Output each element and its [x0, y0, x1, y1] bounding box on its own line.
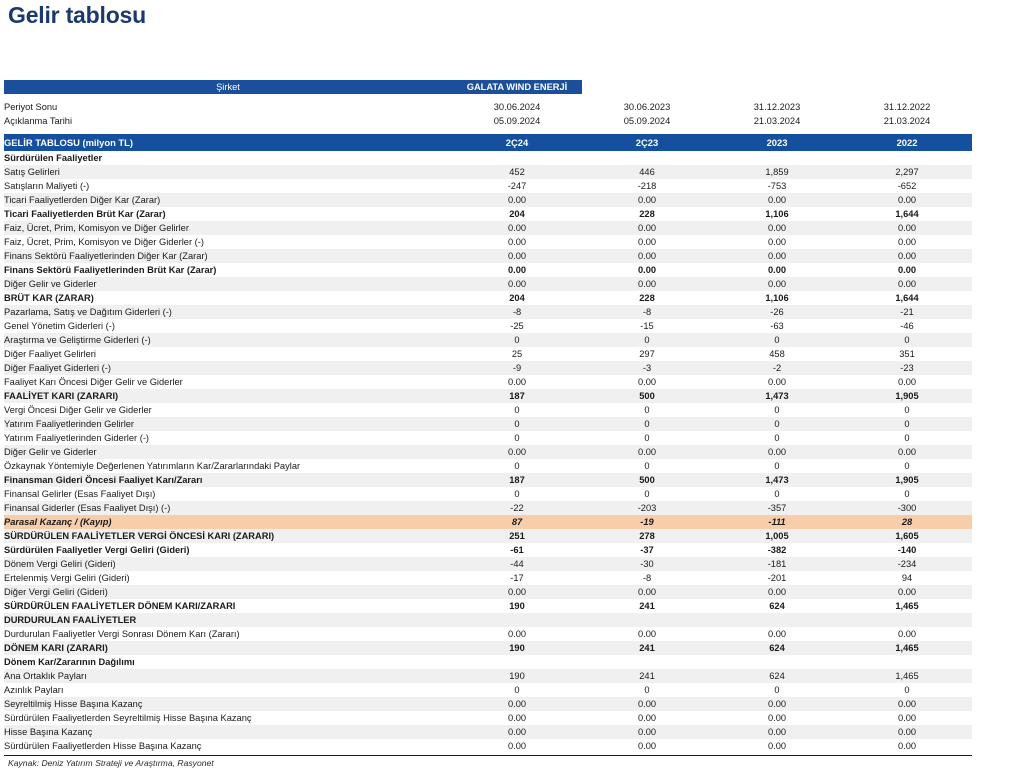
table-row: [4, 501, 972, 515]
row-value: 241: [582, 641, 712, 655]
row-label: Araştırma ve Geliştirme Giderleri (-): [4, 333, 452, 347]
row-value: 0: [842, 683, 972, 697]
row-value: 0: [842, 403, 972, 417]
table-row: [4, 711, 972, 725]
row-value: 1,106: [712, 207, 842, 221]
row-value: 2,297: [842, 165, 972, 179]
row-value: 1,465: [842, 641, 972, 655]
row-value: 0: [452, 431, 582, 445]
header-blank-cell: [842, 80, 972, 94]
row-value: 228: [582, 207, 712, 221]
table-row: [4, 529, 972, 543]
row-value: 0: [842, 333, 972, 347]
row-label: Satış Gelirleri: [4, 165, 452, 179]
row-value: [452, 613, 582, 627]
row-value: -8: [452, 305, 582, 319]
row-value: 0: [582, 487, 712, 501]
row-value: 0: [582, 403, 712, 417]
row-value: -21: [842, 305, 972, 319]
row-label: Dönem Kar/Zararının Dağılımı: [4, 655, 452, 669]
header-blank-cell: [582, 80, 712, 94]
row-value: 0.00: [582, 445, 712, 459]
row-value: 0.00: [712, 585, 842, 599]
row-value: [842, 151, 972, 165]
row-value: 0.00: [582, 221, 712, 235]
row-label: Ertelenmiş Vergi Geliri (Gideri): [4, 571, 452, 585]
row-value: 1,005: [712, 529, 842, 543]
table-row: [4, 249, 972, 263]
row-label: DÖNEM KARI (ZARARI): [4, 641, 452, 655]
row-value: 0.00: [582, 627, 712, 641]
row-value: 1,644: [842, 291, 972, 305]
row-value: [712, 613, 842, 627]
row-value: 94: [842, 571, 972, 585]
table-row: [4, 459, 972, 473]
company-column-label: Şirket: [4, 80, 452, 94]
row-value: 87: [452, 515, 582, 529]
meta-row-label: Periyot Sonu: [4, 100, 452, 114]
row-value: 0: [712, 403, 842, 417]
row-value: 0.00: [842, 193, 972, 207]
row-value: -23: [842, 361, 972, 375]
row-value: 0: [452, 487, 582, 501]
row-value: -300: [842, 501, 972, 515]
row-value: 0.00: [452, 193, 582, 207]
row-value: -17: [452, 571, 582, 585]
row-value: -111: [712, 515, 842, 529]
row-value: 190: [452, 669, 582, 683]
table-row: [4, 697, 972, 711]
row-value: 0.00: [452, 627, 582, 641]
row-value: 1,905: [842, 389, 972, 403]
row-value: 624: [712, 669, 842, 683]
row-value: 0: [452, 333, 582, 347]
section-header-row: [4, 134, 972, 151]
row-value: [452, 151, 582, 165]
table-row: [4, 375, 972, 389]
period-column-header[interactable]: 2022: [842, 134, 972, 151]
row-label: Diğer Gelir ve Giderler: [4, 445, 452, 459]
row-label: Pazarlama, Satış ve Dağıtım Giderleri (-): [4, 305, 452, 319]
row-value: 0.00: [582, 739, 712, 753]
table-row: [4, 291, 972, 305]
row-value: -181: [712, 557, 842, 571]
row-value: -25: [452, 319, 582, 333]
meta-row-value: 30.06.2024: [452, 100, 582, 114]
company-name: GALATA WIND ENERJİ: [452, 80, 582, 94]
row-label: Sürdürülen Faaliyetlerden Seyreltilmiş Hisse Başına Kazanç: [4, 711, 452, 725]
row-value: 28: [842, 515, 972, 529]
row-value: -30: [582, 557, 712, 571]
row-value: -2: [712, 361, 842, 375]
row-value: 0.00: [582, 725, 712, 739]
row-value: [452, 655, 582, 669]
row-value: 0.00: [712, 711, 842, 725]
row-value: 0.00: [582, 711, 712, 725]
meta-row: [4, 100, 972, 114]
row-value: 0.00: [842, 221, 972, 235]
row-label: Faiz, Ücret, Prim, Komisyon ve Diğer Giderler (-): [4, 235, 452, 249]
row-value: 0: [452, 683, 582, 697]
table-row: [4, 389, 972, 403]
row-value: 228: [582, 291, 712, 305]
table-row: [4, 557, 972, 571]
meta-row-value: 05.09.2024: [452, 114, 582, 128]
row-label: Sürdürülen Faaliyetler: [4, 151, 452, 165]
table-row: [4, 179, 972, 193]
row-value: -8: [582, 571, 712, 585]
row-value: -234: [842, 557, 972, 571]
row-value: 0.00: [582, 249, 712, 263]
row-value: 190: [452, 641, 582, 655]
row-value: 1,605: [842, 529, 972, 543]
row-value: 0: [842, 459, 972, 473]
table-row: [4, 277, 972, 291]
row-label: Finansal Giderler (Esas Faaliyet Dışı) (-): [4, 501, 452, 515]
row-value: 0: [712, 431, 842, 445]
row-label: Ticari Faaliyetlerden Diğer Kar (Zarar): [4, 193, 452, 207]
table-row: [4, 487, 972, 501]
row-value: 0: [582, 417, 712, 431]
row-value: 0: [712, 459, 842, 473]
table-row: [4, 543, 972, 557]
row-value: 1,473: [712, 473, 842, 487]
row-value: 1,465: [842, 669, 972, 683]
row-value: 0.00: [452, 697, 582, 711]
row-label: Ana Ortaklık Payları: [4, 669, 452, 683]
row-value: -9: [452, 361, 582, 375]
row-value: 0.00: [842, 445, 972, 459]
source-note: Kaynak: Deniz Yatırım Strateji ve Araştırma, Rasyonet: [8, 758, 214, 768]
row-value: 0.00: [842, 739, 972, 753]
meta-row-label: Açıklanma Tarihi: [4, 114, 452, 128]
period-column-header[interactable]: 2Ç24: [452, 134, 582, 151]
meta-row: [4, 114, 972, 128]
row-value: 297: [582, 347, 712, 361]
row-label: Diğer Faaliyet Gelirleri: [4, 347, 452, 361]
row-value: -218: [582, 179, 712, 193]
row-value: 0: [582, 459, 712, 473]
table-row: [4, 207, 972, 221]
row-value: -8: [582, 305, 712, 319]
row-value: -247: [452, 179, 582, 193]
row-value: 0.00: [842, 249, 972, 263]
row-value: -753: [712, 179, 842, 193]
row-label: DURDURULAN FAALİYETLER: [4, 613, 452, 627]
row-label: Faiz, Ücret, Prim, Komisyon ve Diğer Gelirler: [4, 221, 452, 235]
row-value: [582, 151, 712, 165]
row-value: 0.00: [842, 235, 972, 249]
row-label: Finansman Gideri Öncesi Faaliyet Karı/Zararı: [4, 473, 452, 487]
row-value: 187: [452, 389, 582, 403]
row-value: -19: [582, 515, 712, 529]
row-value: 0: [452, 459, 582, 473]
row-value: 0.00: [712, 263, 842, 277]
row-label: Dönem Vergi Geliri (Gideri): [4, 557, 452, 571]
row-value: 0.00: [712, 375, 842, 389]
row-value: 0.00: [582, 263, 712, 277]
row-value: 1,473: [712, 389, 842, 403]
row-value: 0: [452, 417, 582, 431]
row-value: 446: [582, 165, 712, 179]
table-row: [4, 613, 972, 627]
income-statement-table: [4, 80, 972, 753]
row-value: -15: [582, 319, 712, 333]
table-row: [4, 221, 972, 235]
table-row: [4, 305, 972, 319]
row-value: 278: [582, 529, 712, 543]
table-row: [4, 403, 972, 417]
row-value: 0.00: [582, 375, 712, 389]
row-label: SÜRDÜRÜLEN FAALİYETLER DÖNEM KARI/ZARARI: [4, 599, 452, 613]
row-value: 0.00: [582, 235, 712, 249]
row-value: 0.00: [452, 725, 582, 739]
row-label: Özkaynak Yöntemiyle Değerlenen Yatırımların Kar/Zararlarındaki Paylar: [4, 459, 452, 473]
income-statement-table-wrapper: [4, 80, 972, 753]
row-value: 0.00: [712, 221, 842, 235]
row-label: Finans Sektörü Faaliyetlerinden Diğer Kar (Zarar): [4, 249, 452, 263]
table-row: [4, 683, 972, 697]
row-value: 0.00: [712, 697, 842, 711]
row-value: -3: [582, 361, 712, 375]
table-row: [4, 599, 972, 613]
table-row: [4, 165, 972, 179]
row-value: [712, 655, 842, 669]
row-value: -37: [582, 543, 712, 557]
row-value: -382: [712, 543, 842, 557]
row-value: 0: [582, 431, 712, 445]
row-label: Diğer Faaliyet Giderleri (-): [4, 361, 452, 375]
row-value: -140: [842, 543, 972, 557]
row-label: Parasal Kazanç / (Kayıp): [4, 515, 452, 529]
table-row: [4, 669, 972, 683]
row-value: -63: [712, 319, 842, 333]
table-row: [4, 417, 972, 431]
meta-row-value: 21.03.2024: [712, 114, 842, 128]
row-value: 0: [842, 431, 972, 445]
header-blank-cell: [712, 80, 842, 94]
row-value: 241: [582, 669, 712, 683]
row-label: Finansal Gelirler (Esas Faaliyet Dışı): [4, 487, 452, 501]
row-value: 1,905: [842, 473, 972, 487]
table-row: [4, 585, 972, 599]
row-label: Satışların Maliyeti (-): [4, 179, 452, 193]
row-label: Diğer Vergi Geliri (Gideri): [4, 585, 452, 599]
row-label: Sürdürülen Faaliyetlerden Hisse Başına Kazanç: [4, 739, 452, 753]
row-value: 0.00: [712, 445, 842, 459]
table-row: [4, 473, 972, 487]
period-column-header[interactable]: 2Ç23: [582, 134, 712, 151]
row-label: Genel Yönetim Giderleri (-): [4, 319, 452, 333]
row-value: 500: [582, 389, 712, 403]
table-row: [4, 361, 972, 375]
row-value: 0.00: [712, 235, 842, 249]
row-label: Hisse Başına Kazanç: [4, 725, 452, 739]
row-value: 0.00: [452, 249, 582, 263]
row-value: [712, 151, 842, 165]
row-value: 0.00: [582, 585, 712, 599]
row-value: -201: [712, 571, 842, 585]
row-label: Ticari Faaliyetlerden Brüt Kar (Zarar): [4, 207, 452, 221]
table-row: [4, 641, 972, 655]
row-value: 0.00: [582, 697, 712, 711]
row-value: 0.00: [452, 375, 582, 389]
meta-row-value: 21.03.2024: [842, 114, 972, 128]
row-value: -44: [452, 557, 582, 571]
row-value: 0: [712, 683, 842, 697]
row-value: 0.00: [452, 221, 582, 235]
meta-row-value: 05.09.2024: [582, 114, 712, 128]
table-row: [4, 627, 972, 641]
row-label: Finans Sektörü Faaliyetlerinden Brüt Kar (Zarar): [4, 263, 452, 277]
row-value: 0.00: [452, 585, 582, 599]
bottom-divider: [4, 755, 972, 756]
table-row: [4, 655, 972, 669]
row-value: 0: [712, 333, 842, 347]
meta-row-value: 31.12.2022: [842, 100, 972, 114]
row-value: [842, 655, 972, 669]
table-row: [4, 515, 972, 529]
table-row: [4, 725, 972, 739]
table-row: [4, 235, 972, 249]
row-value: -22: [452, 501, 582, 515]
section-header-label: GELİR TABLOSU (milyon TL): [4, 134, 452, 151]
row-value: 0: [712, 487, 842, 501]
row-value: 0: [582, 683, 712, 697]
row-value: 624: [712, 599, 842, 613]
row-label: Azınlık Payları: [4, 683, 452, 697]
row-value: 0.00: [842, 725, 972, 739]
row-value: 0.00: [712, 725, 842, 739]
row-value: -46: [842, 319, 972, 333]
row-value: 1,106: [712, 291, 842, 305]
table-row: [4, 193, 972, 207]
row-value: -26: [712, 305, 842, 319]
row-value: 0.00: [452, 445, 582, 459]
row-value: [582, 655, 712, 669]
row-value: -652: [842, 179, 972, 193]
row-value: 0.00: [582, 277, 712, 291]
row-value: 0.00: [452, 711, 582, 725]
row-value: 0: [842, 417, 972, 431]
row-value: 1,859: [712, 165, 842, 179]
row-value: -203: [582, 501, 712, 515]
row-value: 0.00: [712, 739, 842, 753]
row-value: 0.00: [712, 193, 842, 207]
period-column-header[interactable]: 2023: [712, 134, 842, 151]
table-row: [4, 347, 972, 361]
row-label: Faaliyet Karı Öncesi Diğer Gelir ve Giderler: [4, 375, 452, 389]
table-row: [4, 333, 972, 347]
table-row: [4, 319, 972, 333]
row-value: 0: [842, 487, 972, 501]
row-value: 0.00: [842, 711, 972, 725]
row-value: 190: [452, 599, 582, 613]
row-value: 0.00: [452, 263, 582, 277]
table-row: [4, 151, 972, 165]
row-value: 0: [452, 403, 582, 417]
row-value: 0.00: [842, 585, 972, 599]
row-value: 0.00: [842, 627, 972, 641]
row-label: Diğer Gelir ve Giderler: [4, 277, 452, 291]
table-header-band: [4, 80, 972, 94]
table-row: [4, 445, 972, 459]
row-value: 251: [452, 529, 582, 543]
row-value: 0.00: [452, 235, 582, 249]
table-row: [4, 571, 972, 585]
row-value: 0.00: [842, 263, 972, 277]
row-value: [842, 613, 972, 627]
row-value: 0.00: [582, 193, 712, 207]
row-value: -357: [712, 501, 842, 515]
row-value: 458: [712, 347, 842, 361]
row-label: Yatırım Faaliyetlerinden Gelirler: [4, 417, 452, 431]
row-value: 0.00: [842, 375, 972, 389]
row-value: 204: [452, 291, 582, 305]
table-row: [4, 263, 972, 277]
row-value: 1,465: [842, 599, 972, 613]
row-label: Vergi Öncesi Diğer Gelir ve Giderler: [4, 403, 452, 417]
row-value: [582, 613, 712, 627]
row-label: Durdurulan Faaliyetler Vergi Sonrası Dönem Karı (Zararı): [4, 627, 452, 641]
row-value: 624: [712, 641, 842, 655]
row-value: 500: [582, 473, 712, 487]
row-value: 1,644: [842, 207, 972, 221]
row-label: Sürdürülen Faaliyetler Vergi Geliri (Gideri): [4, 543, 452, 557]
row-value: 452: [452, 165, 582, 179]
row-value: 0.00: [712, 249, 842, 263]
row-value: 25: [452, 347, 582, 361]
row-value: 187: [452, 473, 582, 487]
row-value: 0.00: [452, 739, 582, 753]
row-label: BRÜT KAR (ZARAR): [4, 291, 452, 305]
row-label: Yatırım Faaliyetlerinden Giderler (-): [4, 431, 452, 445]
row-label: Seyreltilmiş Hisse Başına Kazanç: [4, 697, 452, 711]
row-label: SÜRDÜRÜLEN FAALİYETLER VERGİ ÖNCESİ KARI (ZARARI): [4, 529, 452, 543]
row-value: 351: [842, 347, 972, 361]
row-value: 204: [452, 207, 582, 221]
meta-row-value: 31.12.2023: [712, 100, 842, 114]
row-value: 0.00: [452, 277, 582, 291]
meta-row-value: 30.06.2023: [582, 100, 712, 114]
page-title: Gelir tablosu: [8, 2, 146, 28]
table-row: [4, 431, 972, 445]
table-row: [4, 739, 972, 753]
row-label: FAALİYET KARI (ZARARI): [4, 389, 452, 403]
row-value: 241: [582, 599, 712, 613]
row-value: -61: [452, 543, 582, 557]
row-value: 0.00: [712, 627, 842, 641]
row-value: 0.00: [712, 277, 842, 291]
row-value: 0: [582, 333, 712, 347]
row-value: 0.00: [842, 697, 972, 711]
row-value: 0: [712, 417, 842, 431]
row-value: 0.00: [842, 277, 972, 291]
